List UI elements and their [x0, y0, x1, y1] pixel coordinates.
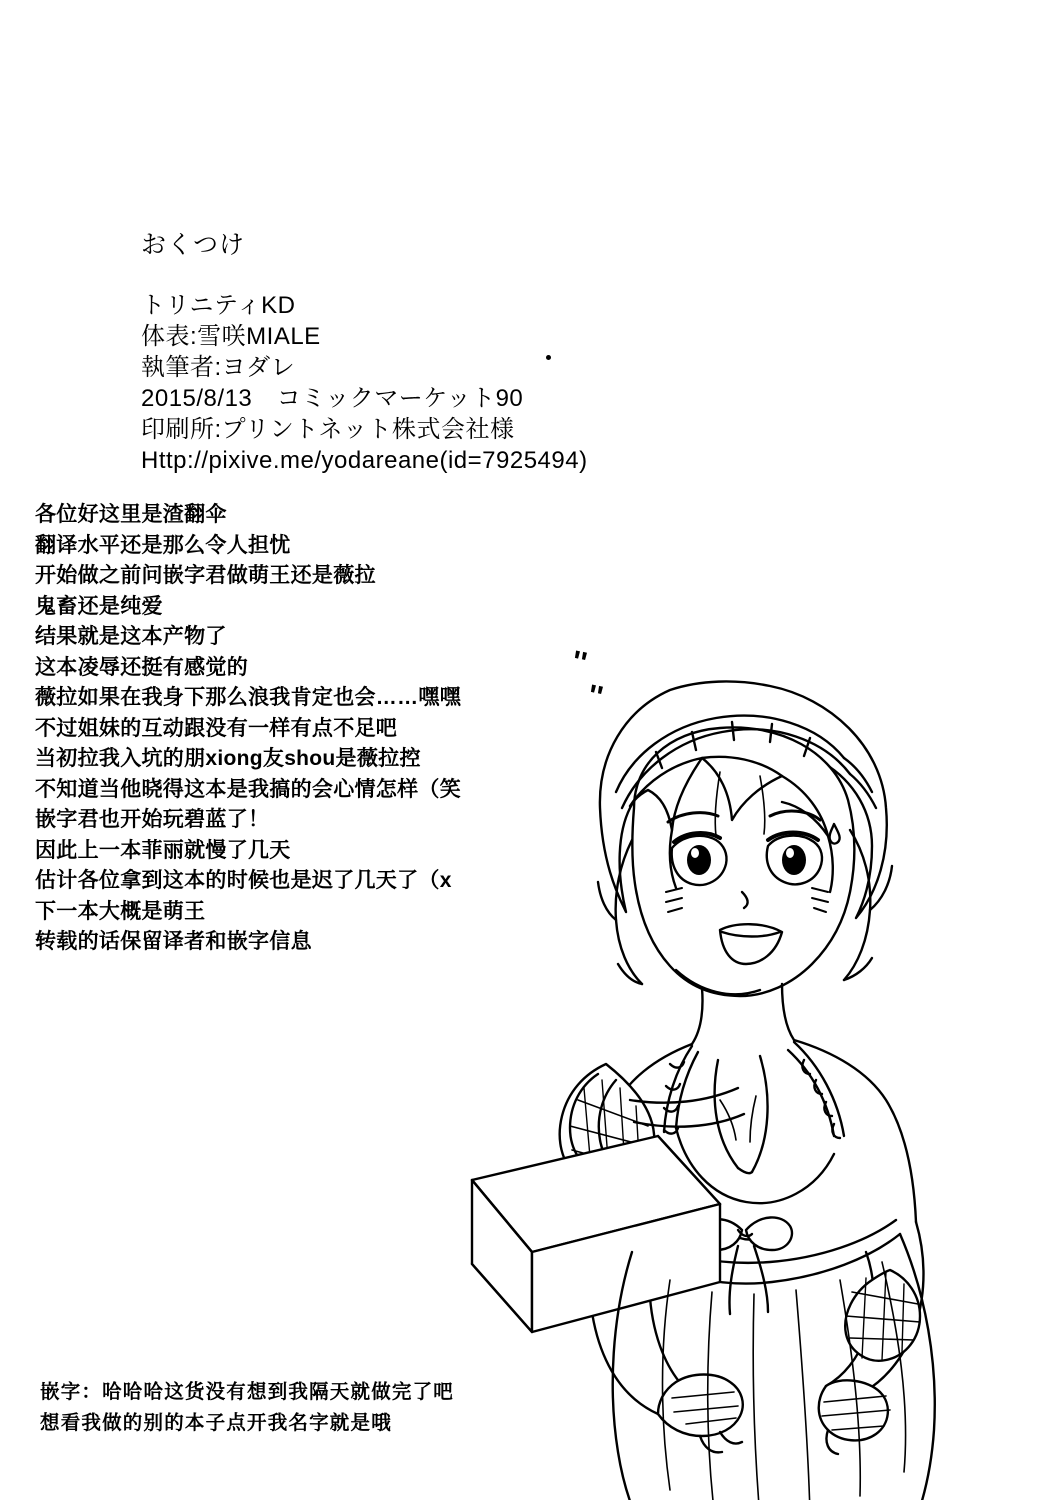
- typesetter-note-line: 嵌字：哈哈哈这货没有想到我隔天就做完了吧: [40, 1380, 455, 1403]
- colophon-line-author: 執筆者:ヨダレ: [141, 354, 296, 381]
- note-line: 鬼畜还是纯爱: [35, 594, 163, 618]
- note-line: 翻译水平还是那么令人担忧: [35, 533, 291, 557]
- note-line: 这本凌辱还挺有感觉的: [35, 655, 248, 679]
- colophon-line-printer: 印刷所:プリントネット株式会社様: [141, 416, 515, 443]
- note-line: 各位好这里是渣翻伞: [35, 503, 227, 526]
- note-line: 不过姐妹的互动跟没有一样有点不足吧: [35, 716, 398, 740]
- colophon-heading: おくつけ: [141, 231, 246, 259]
- note-line: 估计各位拿到这本的时候也是迟了几天了（x: [35, 869, 452, 892]
- note-line: 薇拉如果在我身下那么浪我肯定也会……嘿嘿: [35, 686, 461, 709]
- typesetter-note-line: 想看我做的别的本子点开我名字就是哦: [40, 1411, 392, 1434]
- note-line: 开始做之前问嵌字君做萌王还是薇拉: [35, 564, 376, 587]
- note-line: 转载的话保留译者和嵌字信息: [35, 930, 312, 953]
- colophon-line-circle: トリニティKD: [141, 292, 296, 319]
- note-line: 下一本大概是萌王: [35, 899, 206, 923]
- sparkle-mark-icon: '': [584, 678, 606, 715]
- character-illustration: [420, 540, 1040, 1500]
- note-line: 因此上一本菲丽就慢了几天: [35, 838, 291, 862]
- note-line: 结果就是这本产物了: [35, 625, 227, 648]
- note-line: 不知道当他晓得这本是我搞的会心情怎样（笑: [35, 777, 461, 801]
- colophon-line-date-event: 2015/8/13 コミックマーケット90: [141, 385, 524, 412]
- colophon-line-url: Http://pixive.me/yodareane(id=7925494): [141, 447, 588, 474]
- colophon-line-cover: 体表:雪咲MIALE: [141, 323, 321, 350]
- character-lineart-svg: [420, 540, 1040, 1500]
- note-line: 嵌字君也开始玩碧蓝了！: [35, 808, 270, 831]
- stray-dot-mark: [546, 355, 551, 360]
- note-line: 当初拉我入坑的朋xiong友shou是薇拉控: [35, 747, 421, 770]
- sparkle-mark-icon: '': [568, 644, 590, 681]
- colophon-block: [141, 228, 701, 476]
